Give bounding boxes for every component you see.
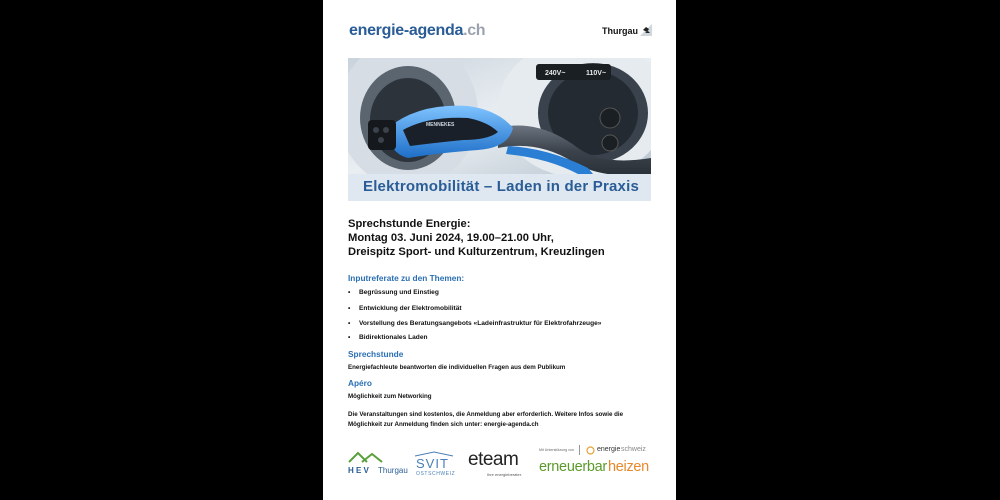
list-item: • Vorstellung des Beratungsangebots «Ladeinfrastruktur für Elektrofahrzeuge»	[348, 320, 602, 327]
plug-brand-label: MENNEKES	[426, 122, 455, 128]
heizen-text: heizen	[608, 459, 649, 475]
energieschweiz-a: energie	[597, 446, 621, 453]
flyer-page	[323, 0, 676, 500]
energie-agenda-logo[interactable]	[349, 22, 485, 40]
hev-thurgau-logo[interactable]	[348, 451, 418, 483]
support-note: Mit Unterstützung von	[539, 448, 574, 452]
topic-label: Entwicklung der Elektromobilität	[359, 305, 462, 312]
hev-main-text: H E V	[348, 466, 369, 475]
energieschweiz-b: schweiz	[621, 446, 646, 453]
logo-main-text: energie-agenda	[349, 22, 464, 39]
apero-heading: Apéro	[348, 378, 372, 388]
socket-label-110: 110V~	[586, 70, 607, 77]
topic-label: Bidirektionales Laden	[359, 334, 428, 341]
sun-icon	[586, 446, 595, 455]
eteam-sub-text: Ihre energieberater.	[487, 472, 522, 477]
event-title: Sprechstunde Energie:	[348, 218, 471, 230]
topic-label: Vorstellung des Beratungsangebots «Ladeinfrastruktur für Elektrofahrzeuge»	[359, 320, 602, 327]
event-date: Montag 03. Juni 2024, 19.00–21.00 Uhr,	[348, 232, 554, 244]
thurgau-label: Thurgau	[602, 26, 638, 36]
logo-suffix-text: .ch	[463, 22, 486, 39]
hev-sub-text: Thurgau	[378, 466, 408, 475]
list-item: • Bidirektionales Laden	[348, 334, 428, 341]
divider	[579, 445, 580, 455]
banner-title: Elektromobilität – Laden in der Praxis	[362, 178, 639, 195]
house-roof-icon	[348, 451, 388, 463]
erneuerbarheizen-logo[interactable]	[539, 459, 659, 479]
event-location: Dreispitz Sport- und Kulturzentrum, Kreuzlingen	[348, 246, 605, 258]
topic-label: Begrüssung und Einstieg	[359, 289, 439, 296]
sprechstunde-heading: Sprechstunde	[348, 349, 404, 359]
eteam-logo[interactable]	[468, 449, 533, 483]
apero-text: Möglichkeit zum Networking	[348, 393, 432, 400]
registration-note: Die Veranstaltungen sind kostenlos, die Anmeldung aber erforderlich. Weitere Infos sowie die Möglichkeit zur Anmeldung finden sich unter: energie-agenda.ch	[348, 411, 624, 428]
thurgau-emblem-icon	[640, 24, 652, 36]
sprechstunde-text: Energiefachleute beantworten die individuellen Fragen aus dem Publikum	[348, 364, 566, 371]
eteam-main-text: eteam	[468, 449, 519, 470]
erneuerbar-text: erneuerbar	[539, 459, 607, 475]
list-item: • Begrüssung und Einstieg	[348, 289, 439, 296]
energieschweiz-logo[interactable]	[539, 445, 659, 457]
topics-heading: Inputreferate zu den Themen:	[348, 273, 465, 283]
socket-label-240: 240V~	[545, 70, 566, 77]
sponsor-logos	[323, 445, 676, 485]
svit-ostschweiz-logo[interactable]	[412, 451, 462, 483]
title-banner	[348, 174, 651, 201]
list-item: • Entwicklung der Elektromobilität	[348, 305, 462, 312]
hero-image-ev-charger	[348, 58, 651, 174]
svit-main-text: SVIT	[416, 456, 449, 471]
svit-sub-text: OSTSCHWEIZ	[416, 471, 456, 477]
